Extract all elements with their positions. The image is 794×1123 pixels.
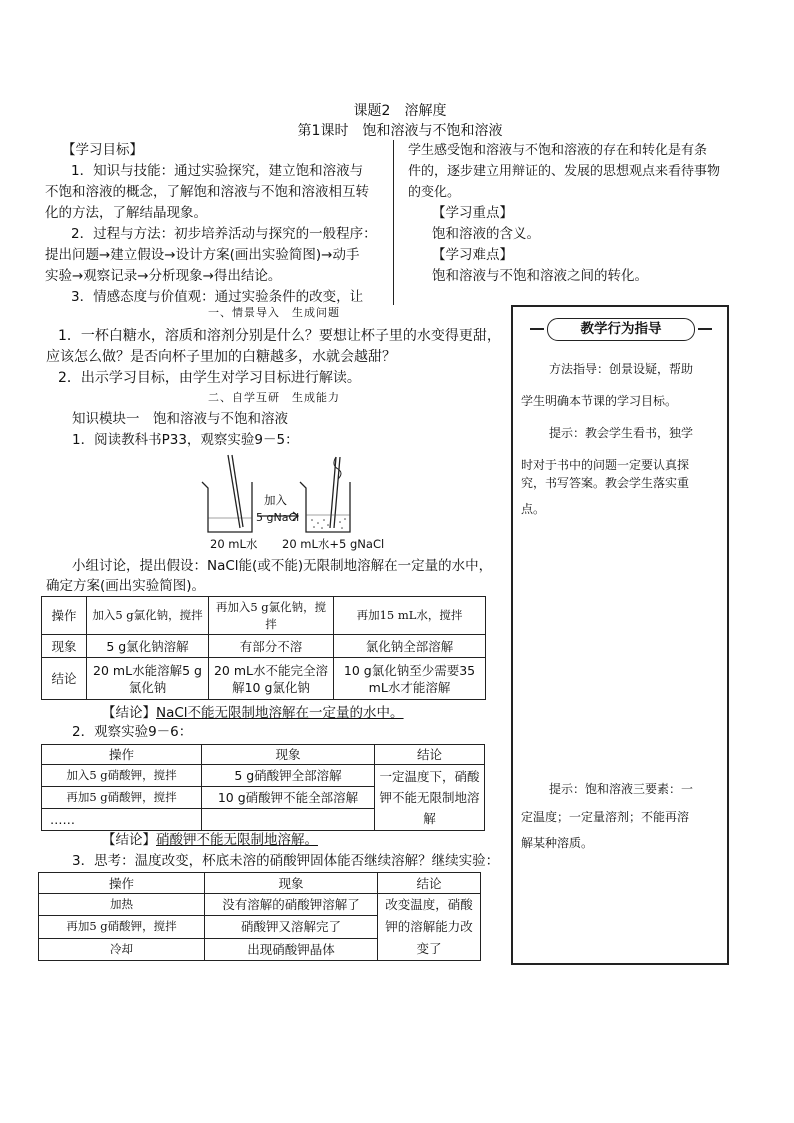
table-cell: 加热	[39, 894, 205, 916]
module-title: 知识模块一 饱和溶液与不饱和溶液	[72, 411, 288, 427]
key-text: 饱和溶液的含义。	[432, 226, 540, 242]
sidebar-text: 时对于书中的问题一定要认真探	[521, 458, 690, 472]
exp2-intro: 2．观察实验9－6：	[72, 724, 193, 740]
exp3-intro: 3．思考：温度改变，杯底未溶的硝酸钾固体能否继续溶解？继续实验：	[72, 853, 500, 869]
table-cell: 氯化钠全部溶解	[334, 635, 486, 658]
table-row	[39, 894, 481, 916]
lesson-title: 第1课时 饱和溶液与不饱和溶液	[297, 123, 503, 139]
table-header: 操作	[39, 873, 205, 894]
difficulty-heading: 【学习难点】	[432, 247, 513, 263]
table-header: 现象	[205, 873, 378, 894]
difficulty-text: 饱和溶液与不饱和溶液之间的转化。	[432, 268, 648, 284]
table-cell: 结论	[42, 658, 87, 700]
merged-conclusion: 改变温度，硝酸钾的溶解能力改变了	[378, 894, 481, 961]
sidebar-text: 究，书写答案。教会学生落实重	[521, 476, 690, 490]
teaching-guidance-sidebar	[511, 305, 729, 965]
objective-line: 不饱和溶液的概念，了解饱和溶液与不饱和溶液相互转	[45, 184, 369, 200]
sidebar-text: 点。	[521, 502, 546, 516]
table-header: 操作	[42, 745, 202, 765]
section1-line: 2．出示学习目标，由学生对学习目标进行解读。	[58, 370, 361, 386]
key-heading: 【学习重点】	[432, 205, 513, 221]
table-cell: 没有溶解的硝酸钾溶解了	[205, 894, 378, 916]
table-header: 现象	[202, 745, 375, 765]
objective-line: 件的，逐步建立用辩证的、发展的思想观点来看待事物	[408, 164, 721, 179]
conclusion-text: NaCl不能无限制地溶解在一定量的水中。	[156, 705, 404, 721]
table-header: 结论	[378, 873, 481, 894]
table-cell: 硝酸钾又溶解完了	[205, 916, 378, 938]
objective-line: 1．知识与技能：通过实验探究，建立饱和溶液与	[71, 163, 364, 179]
table-cell: 再加入5 g氯化钠，搅拌	[209, 597, 334, 635]
table-cell: 现象	[42, 635, 87, 658]
caption-left: 20 mL水	[210, 537, 258, 551]
merged-conclusion: 一定温度下，硝酸钾不能无限制地溶解	[375, 765, 485, 831]
sidebar-text: 学生明确本节课的学习目标。	[521, 394, 678, 408]
table-cell: 再加5 g硝酸钾，搅拌	[39, 916, 205, 938]
table-row	[42, 765, 485, 787]
table-cell: 冷却	[39, 938, 205, 960]
sidebar-text: 方法指导：创景设疑，帮助	[549, 362, 694, 376]
table-row	[39, 873, 481, 894]
table-cell: ……	[42, 809, 202, 831]
section-heading: 一、情景导入 生成问题	[208, 306, 340, 319]
conclusion-label: 【结论】	[102, 705, 156, 721]
table-row	[42, 597, 486, 635]
objective-line: 2．过程与方法：初步培养活动与探究的一般程序：	[71, 226, 377, 242]
objective-line: 的变化。	[408, 185, 461, 200]
topic-title: 课题2 溶解度	[353, 103, 447, 119]
caption-right: 20 mL水+5 gNaCl	[282, 537, 385, 551]
section-heading: 二、自学互研 生成能力	[208, 391, 340, 404]
section1-line: 1．一杯白糖水，溶质和溶剂分别是什么？要想让杯子里的水变得更甜，	[58, 328, 501, 344]
objective-line: 提出问题→建立假设→设计方案(画出实验简图)→动手	[45, 247, 360, 263]
experiment-table-2	[41, 744, 485, 831]
table-row	[42, 658, 486, 700]
table-row	[42, 745, 485, 765]
table-cell: 操作	[42, 597, 87, 635]
table-cell: 加入5 g硝酸钾，搅拌	[42, 765, 202, 787]
sidebar-text: 解某种溶质。	[521, 836, 594, 850]
read-instruction: 1．阅读教科书P33，观察实验9－5：	[72, 432, 299, 448]
table-cell: 20 mL水能溶解5 g氯化钠	[87, 658, 209, 700]
discussion-line: 小组讨论，提出假设：NaCl能(或不能)无限制地溶解在一定量的水中，	[72, 558, 493, 574]
sidebar-text: 定温度；一定量溶剂；不能再溶	[521, 810, 690, 824]
table-header: 结论	[375, 745, 485, 765]
column-divider	[393, 140, 394, 305]
table-cell: 出现硝酸钾晶体	[205, 938, 378, 960]
experiment-table-3	[38, 872, 481, 961]
table-cell: 10 g硝酸钾不能全部溶解	[202, 787, 375, 809]
objectives-heading: 【学习目标】	[62, 142, 143, 158]
table-cell: 5 g氯化钠溶解	[87, 635, 209, 658]
objective-line: 3．情感态度与价值观：通过实验条件的改变，让	[71, 289, 364, 305]
conclusion-text: 硝酸钾不能无限制地溶解。	[156, 832, 318, 848]
table-cell: 5 g硝酸钾全部溶解	[202, 765, 375, 787]
discussion-line: 确定方案(画出实验简图)。	[46, 578, 206, 594]
table-row	[42, 635, 486, 658]
add-amount: 5 gNaCl	[256, 511, 300, 524]
sidebar-title: 教学行为指导	[547, 318, 695, 341]
sidebar-text: 提示：饱和溶液三要素：一	[549, 782, 694, 796]
conclusion-2	[102, 830, 318, 851]
table-cell: 有部分不溶	[209, 635, 334, 658]
table-cell: 10 g氯化钠至少需要35 mL水才能溶解	[334, 658, 486, 700]
table-cell	[202, 809, 375, 831]
conclusion-1	[102, 703, 404, 724]
experiment-table-1	[41, 596, 486, 700]
add-label: 加入	[264, 493, 287, 507]
table-cell: 20 mL水不能完全溶解10 g氯化钠	[209, 658, 334, 700]
table-cell: 再加5 g硝酸钾，搅拌	[42, 787, 202, 809]
objective-line: 实验→观察记录→分析现象→得出结论。	[45, 268, 282, 284]
objective-line: 化的方法，了解结晶现象。	[45, 205, 207, 221]
sidebar-text: 提示：教会学生看书，独学	[549, 426, 694, 440]
table-cell: 再加15 mL水，搅拌	[334, 597, 486, 635]
table-cell: 加入5 g氯化钠，搅拌	[87, 597, 209, 635]
section1-line: 应该怎么做？是否向杯子里加的白糖越多，水就会越甜？	[46, 349, 396, 365]
objective-line: 学生感受饱和溶液与不饱和溶液的存在和转化是有条	[408, 143, 708, 158]
conclusion-label: 【结论】	[102, 832, 156, 848]
